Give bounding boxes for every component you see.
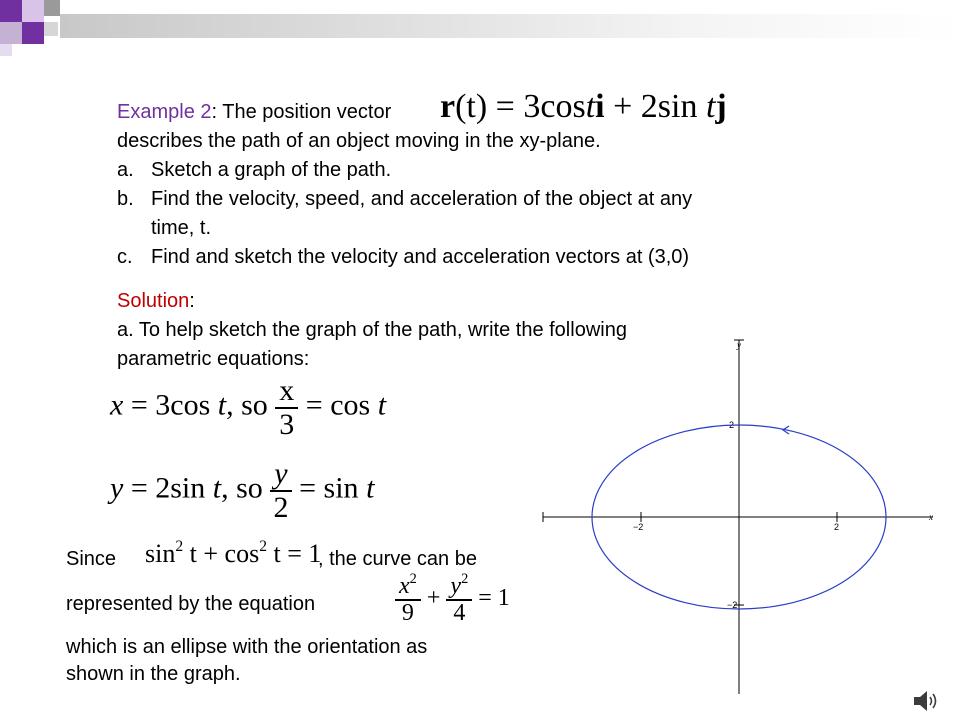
eq-y-num: y (270, 458, 291, 492)
since-word: Since (66, 548, 117, 570)
r-t1: t (585, 88, 596, 125)
list-text-c: Find and sketch the velocity and acceleration vectors at (3,0) (151, 246, 690, 268)
y-axis-label: y (737, 340, 741, 350)
solution-label: Solution (117, 290, 190, 312)
eq-y-lhs: y (110, 471, 124, 505)
ellipse-equation (395, 572, 510, 626)
identity-end: t = 1 (266, 538, 322, 568)
solution-line-2: parametric equations: (117, 348, 310, 370)
ell-frac-1 (395, 572, 421, 626)
eq-x-lhs: x (110, 388, 124, 422)
header-square-2 (22, 0, 44, 22)
ell-x: x (399, 573, 410, 600)
list-text-b: Find the velocity, speed, and acceleration of the object at any (151, 188, 693, 210)
eq-x-den: 3 (279, 407, 295, 441)
ell-sq-2: 2 (461, 571, 469, 587)
intro-line-1 (117, 98, 391, 126)
equation-x (110, 375, 386, 440)
y-tick-pos-label: 2 (729, 420, 735, 430)
header-square-1 (0, 0, 22, 22)
list-label-c: c. (117, 246, 133, 268)
position-vector-formula (440, 88, 727, 126)
eq-y-rhs: = sin (291, 471, 367, 505)
x-axis-label: x (929, 512, 933, 522)
header-gradient-bar (60, 14, 960, 38)
ellipse-line-3: which is an ellipse with the orientation as (66, 636, 428, 658)
unit-i: i (595, 88, 605, 125)
solution-heading (117, 287, 195, 315)
ellipse-graph (535, 330, 955, 700)
intro-line-2: describes the path of an object moving in the xy-plane. (117, 130, 601, 152)
unit-j: j (715, 88, 727, 125)
eq-y-t2: t (366, 471, 375, 505)
represented-line: represented by the equation (66, 593, 316, 615)
ell-y: y (450, 573, 462, 600)
eq-x-sep: , so (226, 388, 276, 422)
identity-sin: sin (145, 538, 176, 568)
ell-frac-2 (446, 572, 472, 626)
eq-y-fraction (270, 458, 291, 523)
x-tick-pos-label: 2 (834, 522, 840, 532)
example-label: Example 2 (117, 101, 212, 123)
identity-mid: t + cos (183, 538, 260, 568)
eq-y-t: t (212, 471, 222, 505)
ellipse-line-4: shown in the graph. (66, 663, 241, 685)
trig-identity (145, 538, 321, 569)
r-bold: r (440, 88, 456, 125)
list-text-a: Sketch a graph of the path. (151, 159, 392, 181)
ell-rhs: = 1 (478, 584, 510, 611)
example-suffix: : The position vector (211, 101, 392, 123)
solution-colon: : (189, 290, 195, 312)
ell-plus: + (426, 584, 441, 611)
eq-y-sep: , so (221, 471, 271, 505)
solution-line-1: a. To help sketch the graph of the path, write the following (117, 319, 627, 341)
ell-den-1: 9 (401, 600, 414, 627)
eq-y-mid: = 2sin (123, 471, 213, 505)
eq-x-rhs: = cos (298, 388, 378, 422)
list-label-a: a. (117, 159, 134, 181)
eq-x-fraction (275, 375, 298, 440)
header-square-5 (22, 22, 44, 44)
header-square-7 (44, 22, 58, 36)
eq-x-mid: = 3cos (123, 388, 218, 422)
ell-sq-1: 2 (409, 571, 417, 587)
list-label-b: b. (117, 188, 134, 210)
identity-sq-1: 2 (175, 538, 184, 555)
header-square-4 (0, 22, 22, 44)
eq-x-num: x (275, 375, 298, 409)
identity-sq-2: 2 (259, 538, 267, 555)
speaker-icon[interactable] (912, 688, 942, 714)
ell-num-1 (395, 572, 421, 601)
r-rest: (t) = 3cos (455, 88, 586, 125)
ell-num-2 (446, 572, 472, 601)
list-text-b-cont: time, t. (151, 217, 212, 239)
header-square-6 (0, 44, 12, 56)
eq-y-den: 2 (273, 490, 289, 524)
eq-x-t2: t (377, 388, 387, 422)
r-plus: + 2sin (604, 88, 706, 125)
r-t2: t (705, 88, 716, 125)
x-tick-neg-label: −2 (633, 522, 644, 532)
eq-x-t: t (217, 388, 227, 422)
header-square-3 (44, 0, 60, 16)
since-rest: , the curve can be (318, 548, 477, 570)
equation-y (110, 458, 374, 523)
y-tick-neg-label: −2 (727, 600, 738, 610)
ell-den-2: 4 (453, 600, 466, 627)
